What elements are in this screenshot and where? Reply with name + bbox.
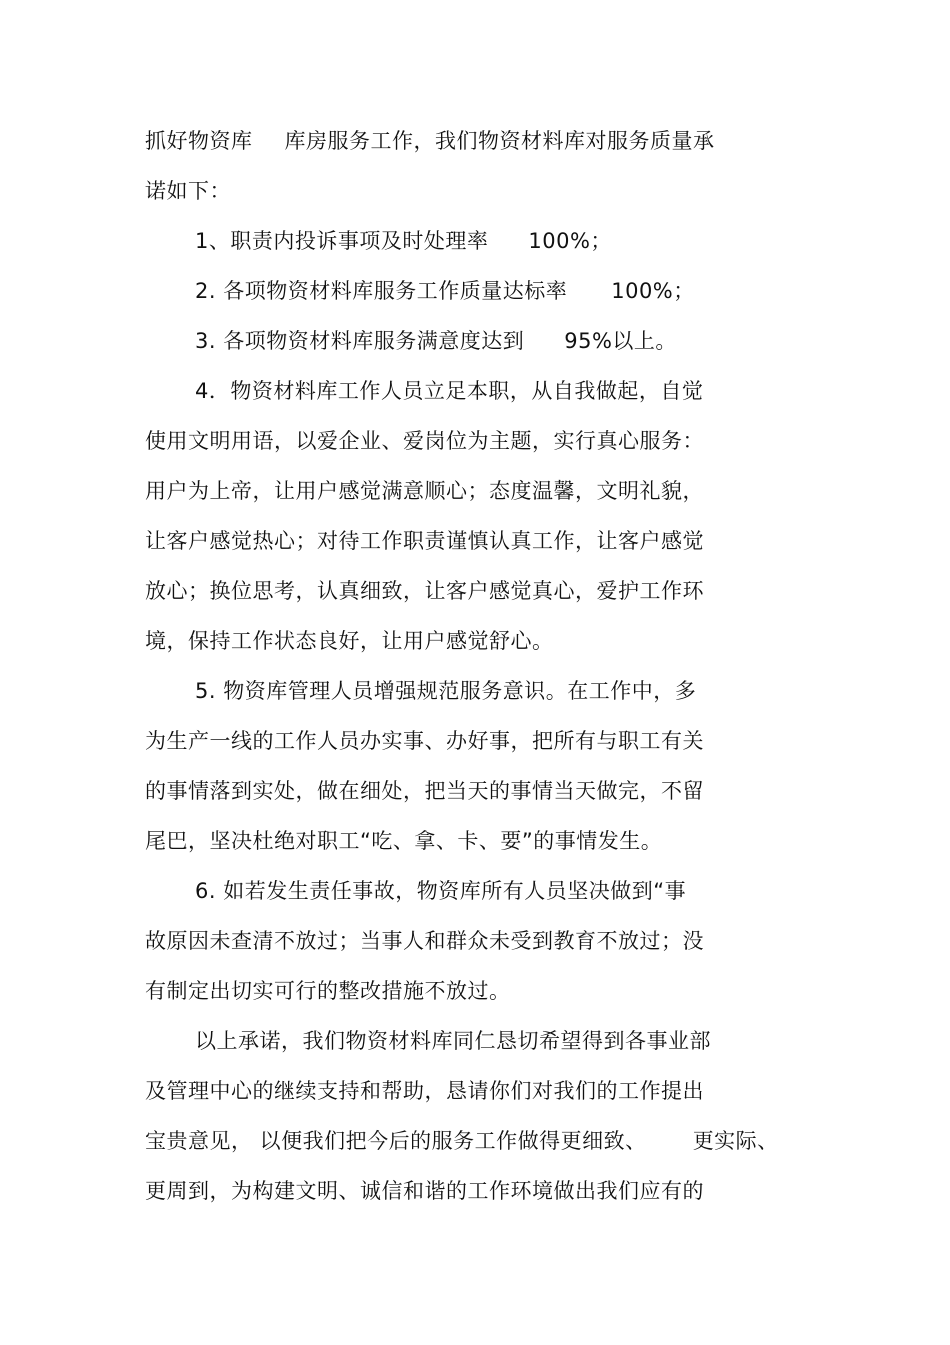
text-segment: 5. 物资库管理人员增强规范服务意识。在工作中，多 xyxy=(195,679,697,703)
text-segment: 100%； xyxy=(528,229,612,253)
text-line-14 xyxy=(145,777,704,805)
text-line-8 xyxy=(145,477,704,505)
text-line-15 xyxy=(145,827,662,855)
text-segment: 3. 各项物资材料库服务满意度达到 xyxy=(195,329,525,353)
list-item-3 xyxy=(195,327,677,355)
text-line-18 xyxy=(145,977,511,1005)
text-line-17 xyxy=(145,927,704,955)
text-segment: 95%以上。 xyxy=(564,329,677,353)
list-item-5 xyxy=(195,677,696,705)
list-item-2 xyxy=(195,277,695,305)
text-segment: 2. 各项物资材料库服务工作质量达标率 xyxy=(195,279,568,303)
text-segment: 更实际、 xyxy=(692,1129,779,1153)
text-line-2 xyxy=(145,177,231,205)
text-line-13 xyxy=(145,727,704,755)
text-segment: 抓好物资库 xyxy=(145,129,253,153)
text-segment: 有制定出切实可行的整改措施不放过。 xyxy=(145,979,511,1003)
text-segment: 更周到，为构建文明、诚信和谐的工作环境做出我们应有的 xyxy=(145,1179,704,1203)
text-segment: 以上承诺，我们物资材料库同仁恳切希望得到各事业部 xyxy=(195,1029,711,1053)
closing-paragraph-line-3 xyxy=(145,1127,779,1155)
text-segment: 让客户感觉热心；对待工作职责谨慎认真工作，让客户感觉 xyxy=(145,529,704,553)
closing-paragraph-line-1 xyxy=(195,1027,711,1055)
text-segment: 尾巴，坚决杜绝对职工“吃、拿、卡、要”的事情发生。 xyxy=(145,829,663,853)
text-segment: 使用文明用语，以爱企业、爱岗位为主题，实行真心服务： xyxy=(145,429,704,453)
list-item-1 xyxy=(195,227,612,255)
text-line-9 xyxy=(145,527,704,555)
text-segment: 及管理中心的继续支持和帮助，恳请你们对我们的工作提出 xyxy=(145,1079,704,1103)
text-segment: 境，保持工作状态良好，让用户感觉舒心。 xyxy=(145,629,554,653)
text-segment: 1、职责内投诉事项及时处理率 xyxy=(195,229,489,253)
text-segment: 100%； xyxy=(611,279,695,303)
text-line-7 xyxy=(145,427,704,455)
text-line-11 xyxy=(145,627,554,655)
text-line-10 xyxy=(145,577,704,605)
text-segment: 放心；换位思考，认真细致，让客户感觉真心，爱护工作环 xyxy=(145,579,704,603)
text-line-1 xyxy=(145,127,715,155)
text-segment: 6. 如若发生责任事故，物资库所有人员坚决做到“事 xyxy=(195,879,687,903)
text-segment: 4．物资材料库工作人员立足本职，从自我做起，自觉 xyxy=(195,379,704,403)
text-segment: 故原因未查清不放过；当事人和群众未受到教育不放过；没 xyxy=(145,929,704,953)
text-segment: 诺如下： xyxy=(145,179,231,203)
text-segment: 宝贵意见， 以便我们把今后的服务工作做得更细致、 xyxy=(145,1129,647,1153)
list-item-6 xyxy=(195,877,686,905)
text-segment: 用户为上帝，让用户感觉满意顺心；态度温馨，文明礼貌， xyxy=(145,479,704,503)
closing-paragraph-line-4 xyxy=(145,1177,704,1205)
text-segment: 库房服务工作，我们物资材料库对服务质量承 xyxy=(284,129,715,153)
text-segment: 为生产一线的工作人员办实事、办好事，把所有与职工有关 xyxy=(145,729,704,753)
text-segment: 的事情落到实处，做在细处，把当天的事情当天做完，不留 xyxy=(145,779,704,803)
list-item-4 xyxy=(195,377,703,405)
closing-paragraph-line-2 xyxy=(145,1077,704,1105)
